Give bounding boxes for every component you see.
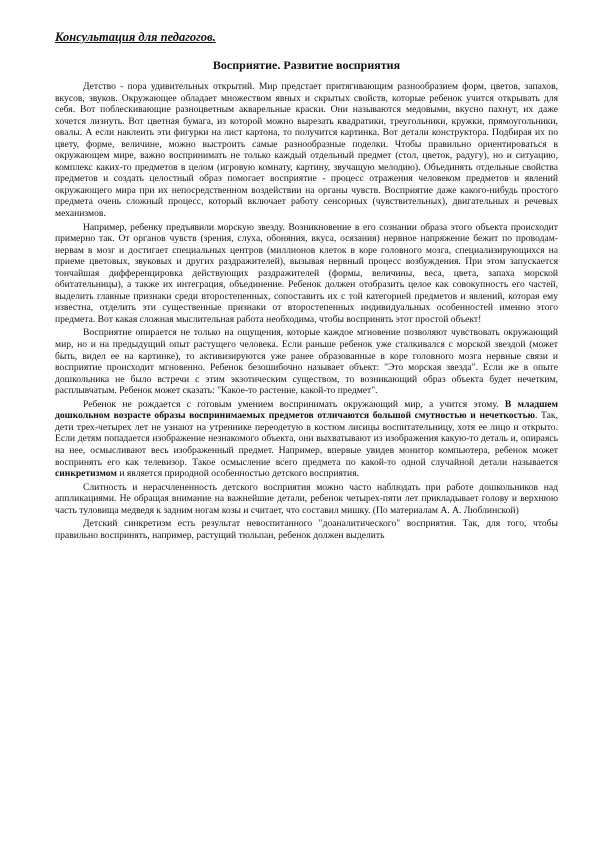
paragraph-text: Восприятие опирается не только на ощущения, которые каждое мгновение позволяют чувствовать окружающий мир, но и на предыдущий опыт растущего человека. Если раньше ребенок уже сталкивался с морской звездой (может быть, видел ее на картинке), то активизируются уже ранее образованные в коре головного мозга нервные связи и восприятие происходит мгновенно. Ребенок безошибочно называет объект: "Это морская звезда". Если же в опыте дошкольника не было встречи с этим экзотическим существом, то возникающий образ объекта будет нечетким, расплывчатым. Ребенок может сказать: "Какое-то растение, какой-то предмет". <box>55 327 558 397</box>
paragraph-text: и является природной особенностью детского восприятия. <box>116 468 360 480</box>
paragraph-text: Слитность и нерасчлененность детского восприятия можно часто наблюдать при работе дошкольников над аппликациями. Не обращая внимание на важнейшие детали, ребенок четырех-пяти лет прикладывает голову и верхнюю часть туловища медведя к задним ногам козы и считает, что составил мишку. (По материалам А. А. Люблинской) <box>55 481 558 516</box>
paragraph-text: Например, ребенку предъявили морскую звезду. Возникновение в его сознании образа этого объекта происходит примерно так. От органов чувств (зрения, слуха, обоняния, вкуса, осязания) нервное напряжение бежит по проводам-нервам в мозг и достигает специальных центров (миллионов клеток в коре головного мозга, специализирующихся на приеме цветовых, звуковых и других раздражителей), вызывая нервный процесс возбуждения. При этом запускается тончайшая дифференцировка действующих раздражителей (формы, величины, веса, цвета, запаха морской обитательницы), а также их интеграция, объединение. Ребенок должен отобразить целое как совокупность его частей, выделить главные признаки среди второстепенных, сопоставить их с той категорией предметов и явлений, которая ему известна, отделить эти существенные признаки от второстепенных индивидуальных особенностей именно этого предмета. Вот какая сложная мыслительная работа необходима, чтобы воспринять этот простой объект! <box>55 221 558 325</box>
bold-emphasis: В младшем дошкольном возрасте образы воспринимаемых предметов отличаются большой смутностью и нечеткостью <box>55 398 559 422</box>
bold-term: синкретизмом <box>55 468 117 480</box>
paragraph-1 <box>55 81 558 220</box>
paragraph-2 <box>55 222 558 326</box>
paragraph-6 <box>55 518 558 541</box>
section-header: Консультация для педагогов. <box>55 30 216 44</box>
paragraph-3 <box>55 327 558 396</box>
paragraph-4 <box>55 399 558 480</box>
document-page <box>55 30 558 541</box>
paragraph-text: Ребенок не рождается с готовым умением воспринимать окружающий мир, а учится этому. <box>83 398 505 410</box>
paragraph-text: . Так, дети трех-четырех лет не узнают на утреннике переодетую в костюм лисицы воспитательницу, хотя ее лицо и открыто. Если детям попадается изображение незнакомого объекта, они выхватывают из изображения какую-то деталь и, опираясь на нее, осмысливают весь изображенный предмет. Например, впервые увидев монитор компьютера, ребенок может воспринять его как телевизор. Такое осмысление всего предмета по какой-то одной случайной детали называется <box>55 410 558 468</box>
paragraph-text: Детский синкретизм есть результат невоспитанного "доаналитического" восприятия. Так, для того, чтобы правильно воспринять, например, растущий тюльпан, ребенок должен выделить <box>55 518 558 541</box>
document-title: Восприятие. Развитие восприятия <box>212 58 401 72</box>
paragraph-5 <box>55 482 558 517</box>
paragraph-text: Детство - пора удивительных открытий. Мир предстает притягивающим разнообразием форм, цветов, запахов, вкусов, звуков. Окружающее обладает множеством явных и скрытых свойств, которые ребенок учится открывать для себя. Вот поблескивающие разноцветным акварельные краски. Они называются медовыми, вкусно пахнут, их даже хочется лизнуть. Вот цветная бумага, из которой можно вырезать квадратики, треугольники, кружки, прямоугольники, овалы. А если наклеить эти фигурки на лист картона, то получится картинка. Вот детали конструктора. Подбирая их по цвету, форме, величине, можно выстроить самые разнообразные поделки. Чтобы правильно ориентироваться в окружающем мире, важно воспринимать не только каждый отдельный предмет (стол, цветок, радугу), но и ситуацию, комплекс каких-то предметов в целом (игровую комнату, картину, звучащую мелодию). Объединять отдельные свойства предметов и создать целостный образ помогает восприятие - процесс отражения человеком предметов и явлений окружающего мира при их непосредственном воздействии на органы чувств. Восприятие даже какого-нибудь простого предмета очень сложный процесс, который включает работу сенсорных (чувствительных), двигательных и речевых механизмов. <box>55 81 558 220</box>
document-body <box>55 81 558 541</box>
